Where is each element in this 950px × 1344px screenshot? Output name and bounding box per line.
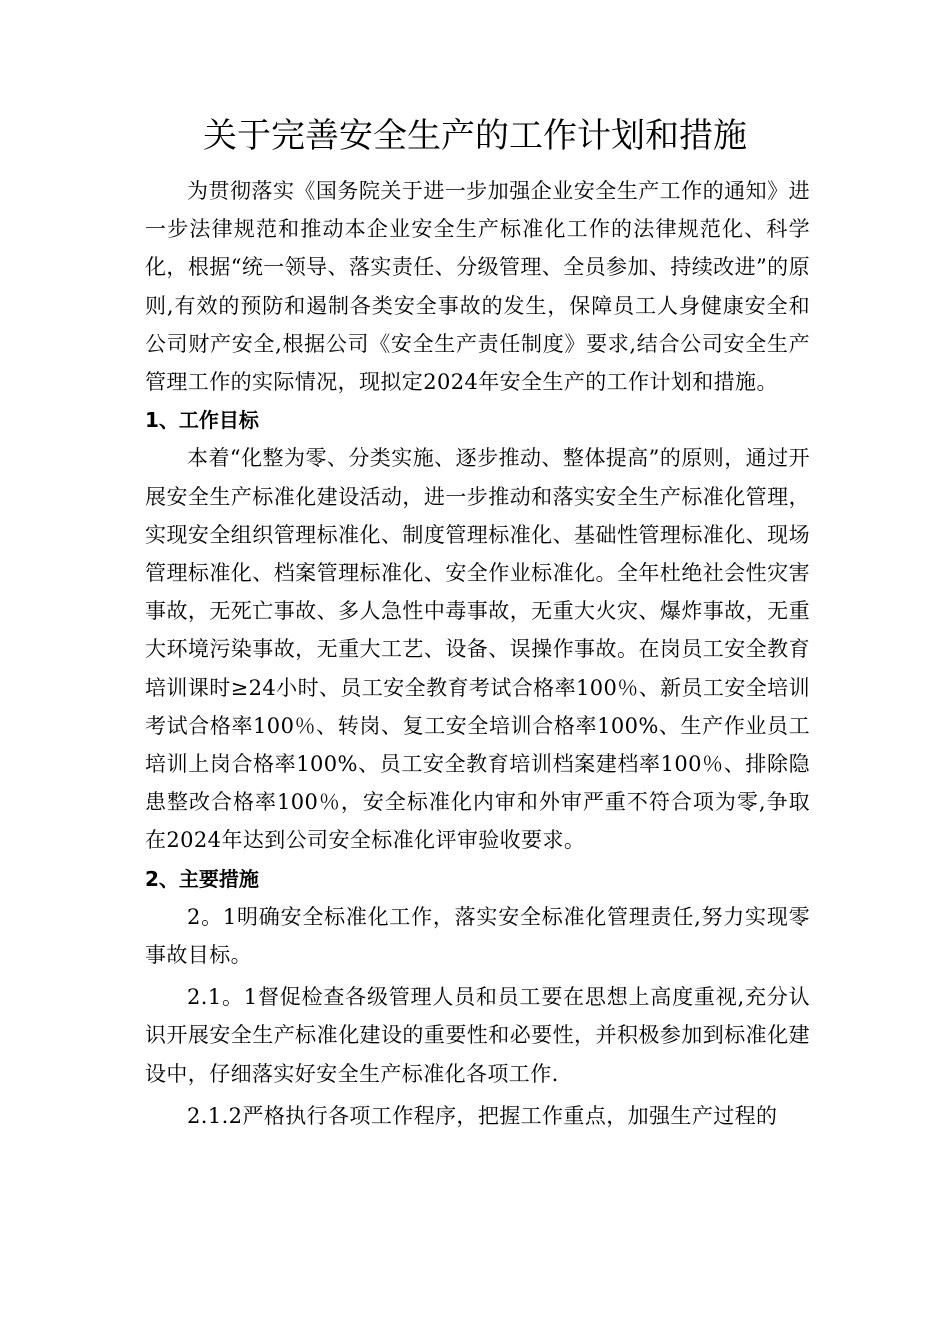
item-2-1: 2。1明确安全标准化工作，落实安全标准化管理责任,努力实现零事故目标。 xyxy=(145,904,810,968)
document-body xyxy=(145,172,810,1135)
section-1-heading: 1、工作目标 xyxy=(145,408,259,433)
section-1-paragraph: 本着“化整为零、分类实施、逐步推动、整体提高”的原则，通过开展安全生产标准化建设活动，进一步推动和落实安全生产标准化管理，实现安全组织管理标准化、制度管理标准化、基础性管理标准化、现场管理标准化、档案管理标准化、安全作业标准化。全年杜绝社会性灾害事故，无死亡事故、多人急性中毒事故，无重大火灾、爆炸事故，无重大环境污染事故，无重大工艺、设备、误操作事故。在岗员工安全教育培训课时≥24小时、员工安全教育考试合格率100％、新员工安全培训考试合格率100％、转岗、复工安全培训合格率100%、生产作业员工培训上岗合格率100%、员工安全教育培训档案建档率100％、排除隐患整改合格率100％，安全标准化内审和外审严重不符合项为零,争取在2024年达到公司安全标准化评审验收要求。 xyxy=(145,446,810,853)
item-2-1-1: 2.1。1督促检查各级管理人员和员工要在思想上高度重视,充分认识开展安全生产标准化建设的重要性和必要性，并积极参加到标准化建设中，仔细落实好安全生产标准化各项工作. xyxy=(145,985,810,1086)
section-2-heading: 2、主要措施 xyxy=(145,866,259,891)
intro-paragraph: 为贯彻落实《国务院关于进一步加强企业安全生产工作的通知》进一步法律规范和推动本企业安全生产标准化工作的法律规范化、科学化，根据“统一领导、落实责任、分级管理、全员参加、持续改进”的原则,有效的预防和遏制各类安全事故的发生，保障员工人身健康安全和公司财产安全,根据公司《安全生产责任制度》要求,结合公司安全生产管理工作的实际情况，现拟定2024年安全生产的工作计划和措施。 xyxy=(145,179,810,395)
item-2-1-2: 2.1.2严格执行各项工作程序，把握工作重点，加强生产过程的 xyxy=(187,1103,778,1128)
document-title: 关于完善安全生产的工作计划和措施 xyxy=(203,116,747,156)
